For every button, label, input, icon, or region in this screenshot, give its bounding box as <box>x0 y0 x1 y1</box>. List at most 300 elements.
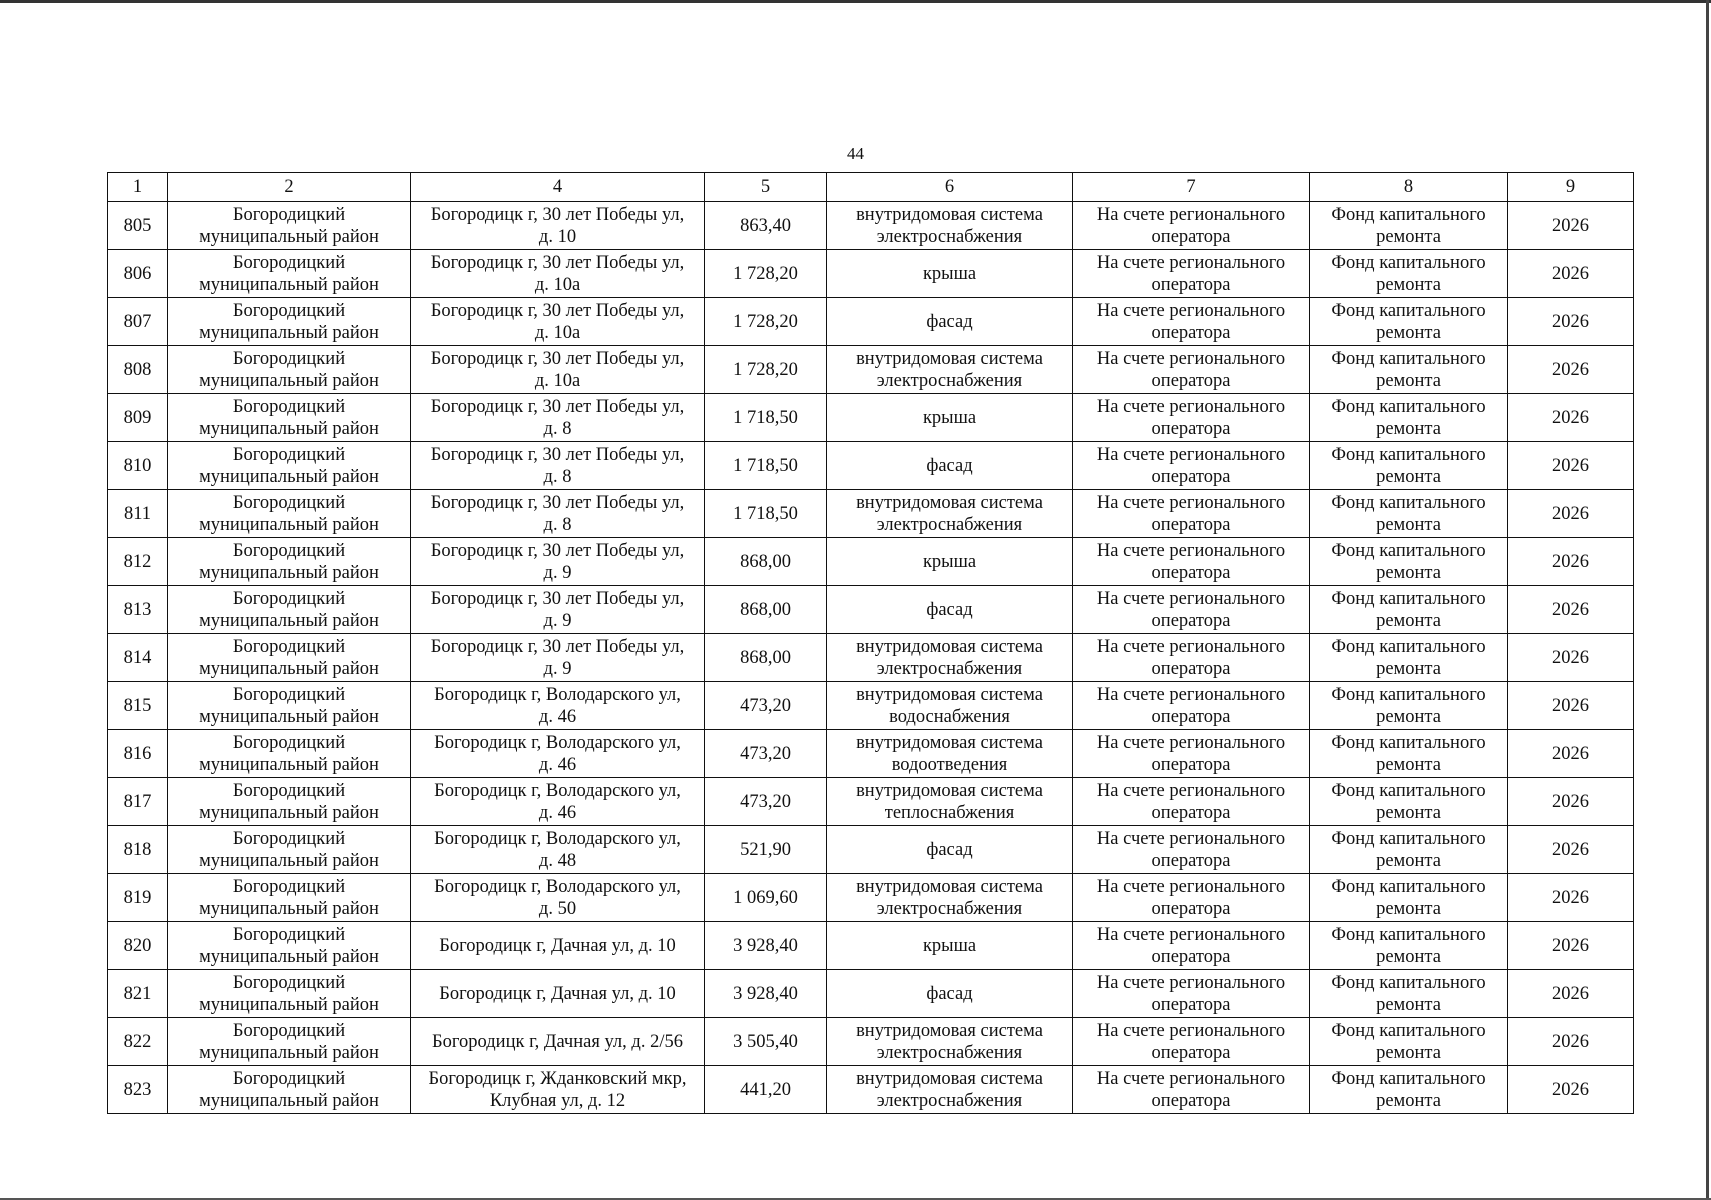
cell-funding-source-line: ремонта <box>1376 370 1441 391</box>
table-row <box>108 730 1634 778</box>
cell-work-type <box>827 586 1073 634</box>
cell-funding-source-line: ремонта <box>1376 1090 1441 1111</box>
cell-fund-account-line: На счете регионального <box>1096 1068 1286 1089</box>
cell-district <box>168 1018 411 1066</box>
cell-area: 441,20 <box>705 1066 827 1114</box>
table-row <box>108 634 1634 682</box>
cell-work-type-line: крыша <box>922 935 977 956</box>
cell-address-line: Богородицк г, 30 лет Победы ул, <box>430 396 685 417</box>
cell-area: 1 728,20 <box>705 298 827 346</box>
col-header-2: 2 <box>168 173 411 202</box>
cell-fund-account-line: На счете регионального <box>1096 924 1286 945</box>
cell-district-line: Богородицкий <box>232 828 346 849</box>
cell-number: 818 <box>108 826 168 874</box>
cell-district-line: муниципальный район <box>199 658 379 679</box>
cell-funding-source-line: ремонта <box>1376 658 1441 679</box>
cell-work-type <box>827 1018 1073 1066</box>
cell-fund-account <box>1073 298 1310 346</box>
cell-address <box>411 970 705 1018</box>
cell-fund-account <box>1073 442 1310 490</box>
cell-year: 2026 <box>1508 298 1634 346</box>
cell-fund-account-line: На счете регионального <box>1096 780 1286 801</box>
cell-number: 816 <box>108 730 168 778</box>
cell-area: 1 728,20 <box>705 346 827 394</box>
cell-funding-source-line: Фонд капитального <box>1331 540 1486 561</box>
cell-address <box>411 682 705 730</box>
cell-district-line: муниципальный район <box>199 322 379 343</box>
cell-fund-account-line: оператора <box>1151 514 1231 535</box>
cell-district <box>168 442 411 490</box>
cell-fund-account-line: На счете регионального <box>1096 684 1286 705</box>
cell-district-line: Богородицкий <box>232 588 346 609</box>
cell-fund-account <box>1073 778 1310 826</box>
cell-funding-source-line: Фонд капитального <box>1331 972 1486 993</box>
cell-work-type <box>827 394 1073 442</box>
cell-district-line: Богородицкий <box>232 636 346 657</box>
cell-funding-source-line: Фонд капитального <box>1331 492 1486 513</box>
cell-district-line: Богородицкий <box>232 684 346 705</box>
cell-work-type-line: электроснабжения <box>876 514 1023 535</box>
cell-year: 2026 <box>1508 202 1634 250</box>
cell-fund-account-line: оператора <box>1151 1090 1231 1111</box>
cell-year: 2026 <box>1508 922 1634 970</box>
cell-area: 473,20 <box>705 730 827 778</box>
col-header-4: 4 <box>411 173 705 202</box>
cell-funding-source <box>1310 634 1508 682</box>
table-row <box>108 490 1634 538</box>
cell-funding-source-line: ремонта <box>1376 1042 1441 1063</box>
cell-fund-account-line: оператора <box>1151 370 1231 391</box>
cell-address-line: Богородицк г, Володарского ул, <box>434 780 681 801</box>
cell-work-type-line: внутридомовая система <box>856 684 1043 705</box>
cell-address-line: д. 9 <box>543 658 572 679</box>
cell-fund-account-line: На счете регионального <box>1096 396 1286 417</box>
cell-district-line: муниципальный район <box>199 226 379 247</box>
page-right-edge <box>1706 0 1709 1200</box>
cell-district <box>168 778 411 826</box>
cell-area: 1 728,20 <box>705 250 827 298</box>
cell-fund-account-line: оператора <box>1151 562 1231 583</box>
cell-work-type <box>827 538 1073 586</box>
cell-address <box>411 298 705 346</box>
cell-address-line: Богородицк г, Володарского ул, <box>434 684 681 705</box>
cell-address <box>411 394 705 442</box>
cell-work-type-line: внутридомовая система <box>856 1020 1043 1041</box>
cell-area: 521,90 <box>705 826 827 874</box>
cell-funding-source-line: ремонта <box>1376 946 1441 967</box>
cell-number: 819 <box>108 874 168 922</box>
cell-address-line: Богородицк г, Володарского ул, <box>434 828 681 849</box>
cell-funding-source <box>1310 586 1508 634</box>
cell-fund-account <box>1073 922 1310 970</box>
table-row <box>108 250 1634 298</box>
header-row <box>108 173 1634 202</box>
cell-district-line: муниципальный район <box>199 1090 379 1111</box>
cell-address-line: Богородицк г, 30 лет Победы ул, <box>430 636 685 657</box>
repair-register-table <box>107 172 1634 1114</box>
cell-district-line: муниципальный район <box>199 802 379 823</box>
cell-address-line: д. 10а <box>534 370 581 391</box>
cell-fund-account-line: На счете регионального <box>1096 828 1286 849</box>
cell-area: 473,20 <box>705 682 827 730</box>
cell-fund-account-line: оператора <box>1151 466 1231 487</box>
cell-number: 815 <box>108 682 168 730</box>
cell-district-line: муниципальный район <box>199 754 379 775</box>
cell-fund-account-line: На счете регионального <box>1096 492 1286 513</box>
cell-district-line: муниципальный район <box>199 898 379 919</box>
cell-address-line: Богородицк г, Жданковский мкр, <box>428 1068 687 1089</box>
cell-district <box>168 586 411 634</box>
cell-work-type-line: электроснабжения <box>876 658 1023 679</box>
cell-year: 2026 <box>1508 250 1634 298</box>
cell-district-line: муниципальный район <box>199 850 379 871</box>
cell-address-line: д. 46 <box>538 802 577 823</box>
cell-year: 2026 <box>1508 538 1634 586</box>
cell-district-line: муниципальный район <box>199 706 379 727</box>
table-row <box>108 442 1634 490</box>
cell-work-type-line: внутридомовая система <box>856 492 1043 513</box>
table-row <box>108 1018 1634 1066</box>
cell-address-line: д. 10а <box>534 322 581 343</box>
table-body <box>108 202 1634 1114</box>
cell-funding-source <box>1310 490 1508 538</box>
cell-funding-source-line: Фонд капитального <box>1331 780 1486 801</box>
cell-work-type-line: электроснабжения <box>876 1042 1023 1063</box>
cell-fund-account <box>1073 730 1310 778</box>
cell-year: 2026 <box>1508 778 1634 826</box>
cell-area: 3 928,40 <box>705 922 827 970</box>
cell-funding-source <box>1310 922 1508 970</box>
cell-district-line: Богородицкий <box>232 876 346 897</box>
table-row <box>108 298 1634 346</box>
cell-number: 813 <box>108 586 168 634</box>
cell-fund-account-line: оператора <box>1151 274 1231 295</box>
page-top-edge <box>0 0 1711 3</box>
cell-district <box>168 490 411 538</box>
cell-fund-account-line: оператора <box>1151 610 1231 631</box>
cell-address-line: Богородицк г, 30 лет Победы ул, <box>430 444 685 465</box>
cell-work-type <box>827 250 1073 298</box>
cell-year: 2026 <box>1508 874 1634 922</box>
cell-work-type <box>827 922 1073 970</box>
cell-number: 821 <box>108 970 168 1018</box>
cell-address-line: Богородицк г, 30 лет Победы ул, <box>430 252 685 273</box>
cell-work-type-line: водоотведения <box>891 754 1008 775</box>
cell-fund-account <box>1073 826 1310 874</box>
cell-fund-account-line: На счете регионального <box>1096 444 1286 465</box>
cell-number: 817 <box>108 778 168 826</box>
cell-funding-source-line: ремонта <box>1376 466 1441 487</box>
cell-district <box>168 202 411 250</box>
cell-year: 2026 <box>1508 394 1634 442</box>
cell-district-line: Богородицкий <box>232 492 346 513</box>
cell-number: 808 <box>108 346 168 394</box>
cell-year: 2026 <box>1508 490 1634 538</box>
cell-number: 823 <box>108 1066 168 1114</box>
cell-fund-account-line: оператора <box>1151 706 1231 727</box>
cell-district-line: Богородицкий <box>232 1068 346 1089</box>
cell-area: 1 718,50 <box>705 490 827 538</box>
cell-fund-account-line: На счете регионального <box>1096 876 1286 897</box>
cell-fund-account <box>1073 490 1310 538</box>
cell-year: 2026 <box>1508 346 1634 394</box>
cell-work-type <box>827 346 1073 394</box>
cell-area: 868,00 <box>705 586 827 634</box>
cell-address-line: Клубная ул, д. 12 <box>489 1090 626 1111</box>
cell-funding-source-line: ремонта <box>1376 274 1441 295</box>
cell-district <box>168 538 411 586</box>
cell-district <box>168 1066 411 1114</box>
cell-fund-account-line: оператора <box>1151 1042 1231 1063</box>
cell-funding-source-line: Фонд капитального <box>1331 588 1486 609</box>
cell-funding-source-line: Фонд капитального <box>1331 396 1486 417</box>
cell-fund-account <box>1073 586 1310 634</box>
cell-fund-account <box>1073 538 1310 586</box>
cell-fund-account-line: оператора <box>1151 418 1231 439</box>
cell-address-line: д. 10а <box>534 274 581 295</box>
cell-work-type <box>827 730 1073 778</box>
cell-funding-source-line: Фонд капитального <box>1331 732 1486 753</box>
cell-funding-source <box>1310 1018 1508 1066</box>
cell-district <box>168 250 411 298</box>
cell-area: 3 928,40 <box>705 970 827 1018</box>
cell-fund-account-line: На счете регионального <box>1096 348 1286 369</box>
cell-district <box>168 826 411 874</box>
cell-year: 2026 <box>1508 442 1634 490</box>
cell-district-line: муниципальный район <box>199 610 379 631</box>
cell-district-line: муниципальный район <box>199 514 379 535</box>
cell-number: 812 <box>108 538 168 586</box>
cell-funding-source-line: Фонд капитального <box>1331 300 1486 321</box>
cell-district-line: муниципальный район <box>199 994 379 1015</box>
cell-funding-source-line: Фонд капитального <box>1331 444 1486 465</box>
cell-fund-account-line: оператора <box>1151 898 1231 919</box>
table-row <box>108 394 1634 442</box>
cell-fund-account-line: На счете регионального <box>1096 204 1286 225</box>
cell-work-type-line: внутридомовая система <box>856 1068 1043 1089</box>
cell-work-type-line: крыша <box>922 263 977 284</box>
cell-work-type-line: внутридомовая система <box>856 204 1043 225</box>
cell-address <box>411 1066 705 1114</box>
cell-address <box>411 442 705 490</box>
cell-fund-account-line: На счете регионального <box>1096 252 1286 273</box>
cell-work-type-line: электроснабжения <box>876 1090 1023 1111</box>
cell-fund-account-line: На счете регионального <box>1096 300 1286 321</box>
cell-work-type-line: внутридомовая система <box>856 732 1043 753</box>
cell-funding-source <box>1310 538 1508 586</box>
cell-year: 2026 <box>1508 730 1634 778</box>
cell-work-type-line: электроснабжения <box>876 370 1023 391</box>
cell-work-type-line: электроснабжения <box>876 226 1023 247</box>
cell-work-type-line: внутридомовая система <box>856 636 1043 657</box>
cell-district-line: Богородицкий <box>232 732 346 753</box>
cell-year: 2026 <box>1508 586 1634 634</box>
cell-funding-source <box>1310 778 1508 826</box>
cell-district <box>168 394 411 442</box>
cell-funding-source <box>1310 346 1508 394</box>
cell-address <box>411 250 705 298</box>
cell-address-line: Богородицк г, 30 лет Победы ул, <box>430 588 685 609</box>
cell-funding-source-line: Фонд капитального <box>1331 1068 1486 1089</box>
cell-address-line: Богородицк г, 30 лет Победы ул, <box>430 540 685 561</box>
cell-address-line: Богородицк г, Володарского ул, <box>434 732 681 753</box>
cell-district-line: Богородицкий <box>232 300 346 321</box>
cell-district-line: Богородицкий <box>232 924 346 945</box>
cell-address-line: Богородицк г, Дачная ул, д. 10 <box>439 983 676 1004</box>
table-header <box>108 173 1634 202</box>
cell-area: 3 505,40 <box>705 1018 827 1066</box>
cell-district-line: муниципальный район <box>199 370 379 391</box>
col-header-1: 1 <box>108 173 168 202</box>
cell-district <box>168 970 411 1018</box>
cell-address-line: д. 48 <box>538 850 577 871</box>
cell-fund-account-line: оператора <box>1151 754 1231 775</box>
cell-address <box>411 634 705 682</box>
cell-funding-source <box>1310 970 1508 1018</box>
cell-address-line: д. 8 <box>543 514 572 535</box>
cell-funding-source-line: ремонта <box>1376 802 1441 823</box>
cell-year: 2026 <box>1508 970 1634 1018</box>
cell-fund-account-line: оператора <box>1151 994 1231 1015</box>
cell-funding-source-line: Фонд капитального <box>1331 876 1486 897</box>
cell-fund-account-line: На счете регионального <box>1096 972 1286 993</box>
cell-address <box>411 538 705 586</box>
cell-funding-source <box>1310 682 1508 730</box>
cell-address-line: Богородицк г, 30 лет Победы ул, <box>430 300 685 321</box>
cell-fund-account <box>1073 682 1310 730</box>
cell-funding-source-line: ремонта <box>1376 706 1441 727</box>
cell-area: 1 718,50 <box>705 394 827 442</box>
cell-fund-account <box>1073 970 1310 1018</box>
cell-district <box>168 730 411 778</box>
cell-funding-source-line: Фонд капитального <box>1331 348 1486 369</box>
cell-work-type-line: фасад <box>926 311 973 332</box>
table-row <box>108 970 1634 1018</box>
cell-funding-source-line: ремонта <box>1376 994 1441 1015</box>
cell-area: 473,20 <box>705 778 827 826</box>
cell-address-line: д. 10 <box>538 226 577 247</box>
cell-district-line: муниципальный район <box>199 418 379 439</box>
cell-fund-account-line: оператора <box>1151 850 1231 871</box>
cell-number: 809 <box>108 394 168 442</box>
cell-district-line: Богородицкий <box>232 972 346 993</box>
cell-work-type-line: внутридомовая система <box>856 780 1043 801</box>
cell-address <box>411 874 705 922</box>
cell-fund-account <box>1073 250 1310 298</box>
cell-funding-source <box>1310 298 1508 346</box>
cell-address-line: Богородицк г, 30 лет Победы ул, <box>430 348 685 369</box>
cell-address-line: Богородицк г, 30 лет Победы ул, <box>430 204 685 225</box>
cell-address <box>411 730 705 778</box>
col-header-8: 8 <box>1310 173 1508 202</box>
col-header-5: 5 <box>705 173 827 202</box>
cell-fund-account-line: оператора <box>1151 802 1231 823</box>
cell-address <box>411 586 705 634</box>
cell-work-type <box>827 298 1073 346</box>
cell-fund-account-line: На счете регионального <box>1096 540 1286 561</box>
col-header-9: 9 <box>1508 173 1634 202</box>
cell-fund-account-line: На счете регионального <box>1096 636 1286 657</box>
cell-fund-account <box>1073 346 1310 394</box>
cell-year: 2026 <box>1508 1018 1634 1066</box>
cell-district <box>168 874 411 922</box>
cell-fund-account-line: На счете регионального <box>1096 732 1286 753</box>
cell-fund-account <box>1073 1018 1310 1066</box>
cell-funding-source-line: Фонд капитального <box>1331 204 1486 225</box>
cell-work-type-line: фасад <box>926 839 973 860</box>
cell-funding-source-line: ремонта <box>1376 850 1441 871</box>
cell-number: 805 <box>108 202 168 250</box>
cell-address-line: д. 46 <box>538 706 577 727</box>
cell-work-type <box>827 874 1073 922</box>
cell-area: 868,00 <box>705 634 827 682</box>
cell-address-line: д. 9 <box>543 562 572 583</box>
cell-district <box>168 298 411 346</box>
cell-fund-account-line: оператора <box>1151 946 1231 967</box>
cell-number: 811 <box>108 490 168 538</box>
cell-funding-source <box>1310 874 1508 922</box>
cell-area: 1 718,50 <box>705 442 827 490</box>
cell-address <box>411 1018 705 1066</box>
cell-area: 1 069,60 <box>705 874 827 922</box>
cell-funding-source-line: ремонта <box>1376 418 1441 439</box>
cell-work-type-line: крыша <box>922 407 977 428</box>
cell-work-type-line: фасад <box>926 599 973 620</box>
cell-address <box>411 826 705 874</box>
cell-address-line: д. 9 <box>543 610 572 631</box>
cell-number: 822 <box>108 1018 168 1066</box>
cell-funding-source <box>1310 730 1508 778</box>
cell-funding-source-line: ремонта <box>1376 226 1441 247</box>
cell-work-type <box>827 970 1073 1018</box>
table-row <box>108 586 1634 634</box>
table-row <box>108 346 1634 394</box>
cell-work-type-line: водоснабжения <box>889 706 1010 727</box>
cell-district-line: Богородицкий <box>232 396 346 417</box>
cell-address-line: д. 50 <box>538 898 577 919</box>
cell-address <box>411 346 705 394</box>
cell-district-line: Богородицкий <box>232 540 346 561</box>
cell-address-line: д. 8 <box>543 466 572 487</box>
cell-funding-source-line: Фонд капитального <box>1331 684 1486 705</box>
table-row <box>108 202 1634 250</box>
cell-work-type <box>827 826 1073 874</box>
cell-district-line: муниципальный район <box>199 466 379 487</box>
cell-work-type <box>827 202 1073 250</box>
cell-funding-source-line: Фонд капитального <box>1331 828 1486 849</box>
cell-district-line: Богородицкий <box>232 348 346 369</box>
cell-year: 2026 <box>1508 682 1634 730</box>
table-row <box>108 1066 1634 1114</box>
cell-work-type-line: фасад <box>926 455 973 476</box>
cell-funding-source-line: ремонта <box>1376 514 1441 535</box>
cell-fund-account <box>1073 634 1310 682</box>
cell-district-line: Богородицкий <box>232 204 346 225</box>
cell-fund-account-line: На счете регионального <box>1096 1020 1286 1041</box>
cell-district-line: Богородицкий <box>232 444 346 465</box>
cell-address <box>411 778 705 826</box>
cell-work-type-line: электроснабжения <box>876 898 1023 919</box>
cell-work-type <box>827 634 1073 682</box>
cell-work-type-line: фасад <box>926 983 973 1004</box>
table-row <box>108 682 1634 730</box>
cell-work-type <box>827 778 1073 826</box>
cell-fund-account <box>1073 874 1310 922</box>
cell-funding-source <box>1310 1066 1508 1114</box>
cell-district-line: муниципальный район <box>199 1042 379 1063</box>
cell-funding-source-line: Фонд капитального <box>1331 252 1486 273</box>
cell-number: 806 <box>108 250 168 298</box>
